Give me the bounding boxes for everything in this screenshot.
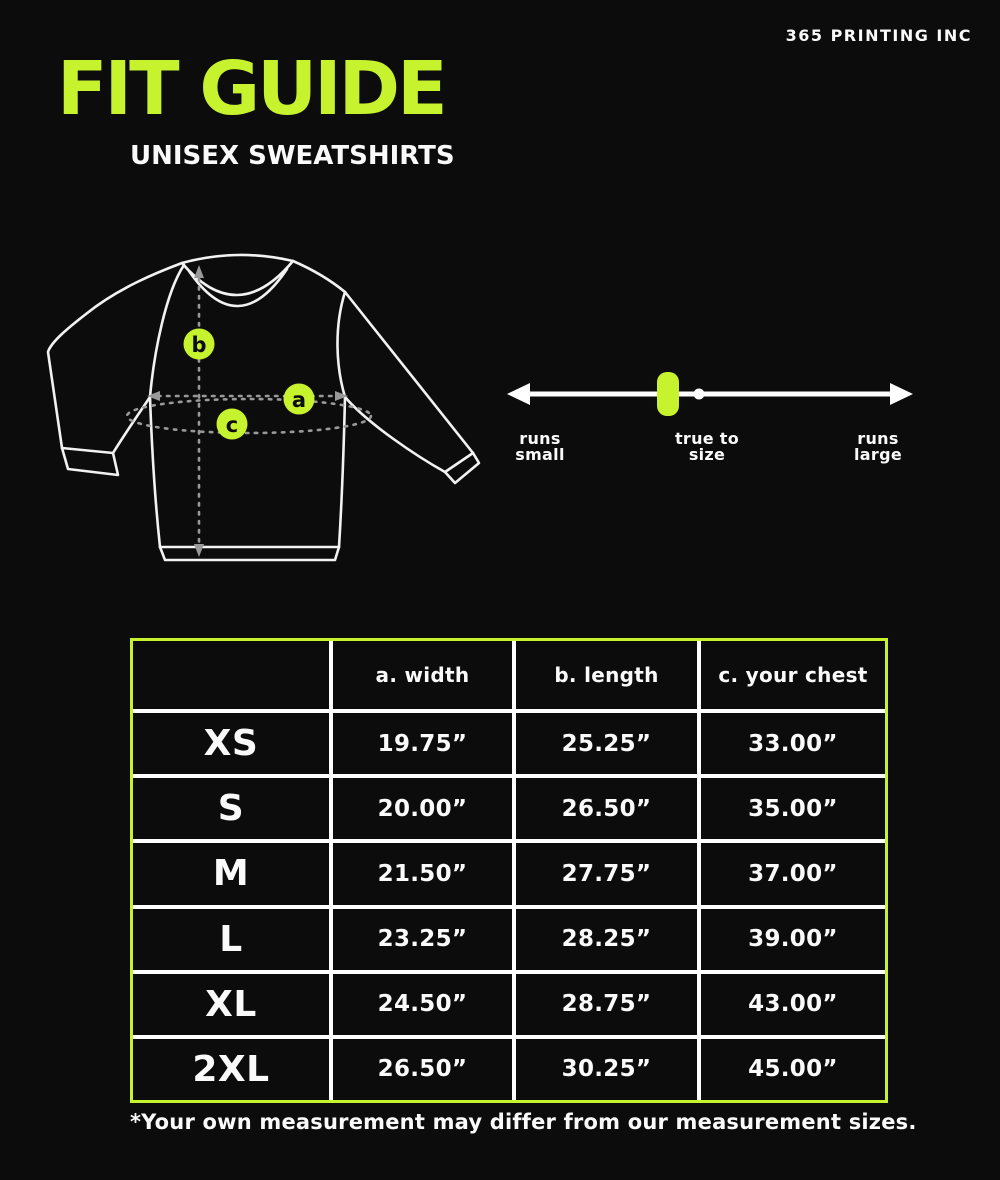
measure-point-b-label: b	[191, 333, 207, 357]
width-value: 23.25”	[333, 909, 512, 970]
fit-position-marker	[657, 372, 679, 416]
chest-value: 33.00”	[701, 713, 885, 774]
measure-point-c-icon	[217, 409, 248, 440]
chest-value: 43.00”	[701, 974, 885, 1035]
sweatshirt-diagram	[38, 252, 498, 578]
label-line: runs	[519, 429, 561, 448]
chest-value: 39.00”	[701, 909, 885, 970]
size-label: XS	[133, 713, 329, 774]
arrow-left-icon	[507, 383, 530, 405]
length-value: 25.25”	[516, 713, 697, 774]
fit-scale	[505, 365, 915, 425]
width-value: 24.50”	[333, 974, 512, 1035]
measure-point-b-icon	[184, 329, 215, 360]
arrow-down-icon	[194, 544, 204, 557]
width-value: 20.00”	[333, 778, 512, 839]
column-header-chest: c. your chest	[701, 641, 885, 709]
page-title: FIT GUIDE	[57, 46, 445, 132]
page-subtitle: UNISEX SWEATSHIRTS	[130, 141, 455, 171]
size-table	[130, 638, 888, 1103]
fit-scale-label-runs-small	[515, 431, 564, 462]
size-label: S	[133, 778, 329, 839]
fit-scale-label-runs-large	[854, 431, 902, 462]
measure-point-a-icon	[284, 384, 315, 415]
fit-scale-label-true-to-size	[675, 431, 739, 462]
arrow-up-icon	[194, 265, 204, 278]
length-value: 28.25”	[516, 909, 697, 970]
length-value: 30.25”	[516, 1039, 697, 1100]
size-label: L	[133, 909, 329, 970]
size-label: XL	[133, 974, 329, 1035]
chest-value: 45.00”	[701, 1039, 885, 1100]
chest-measure-ellipse	[127, 399, 371, 433]
chest-value: 35.00”	[701, 778, 885, 839]
fit-scale-arrow	[507, 383, 913, 405]
label-line: small	[515, 444, 565, 464]
label-line: large	[854, 444, 902, 464]
footnote: *Your own measurement may differ from our measurement sizes.	[130, 1110, 917, 1134]
fit-scale-labels	[505, 431, 915, 471]
center-tick-icon	[694, 389, 705, 400]
sweatshirt-outline	[48, 255, 479, 560]
arrow-right-icon	[890, 383, 913, 405]
size-label: M	[133, 843, 329, 904]
length-value: 28.75”	[516, 974, 697, 1035]
chest-value: 37.00”	[701, 843, 885, 904]
label-line: size	[688, 444, 726, 464]
column-header-length: b. length	[516, 641, 697, 709]
size-label: 2XL	[133, 1039, 329, 1100]
width-value: 21.50”	[333, 843, 512, 904]
column-header-width: a. width	[333, 641, 512, 709]
width-value: 19.75”	[333, 713, 512, 774]
measure-point-c-label: c	[225, 413, 239, 437]
column-header-empty	[133, 641, 329, 709]
length-value: 26.50”	[516, 778, 697, 839]
label-line: runs	[857, 429, 899, 448]
measure-point-a-label: a	[291, 388, 307, 412]
width-value: 26.50”	[333, 1039, 512, 1100]
length-value: 27.75”	[516, 843, 697, 904]
label-line: true to	[674, 429, 740, 448]
brand-name: 365 PRINTING INC	[785, 26, 972, 45]
